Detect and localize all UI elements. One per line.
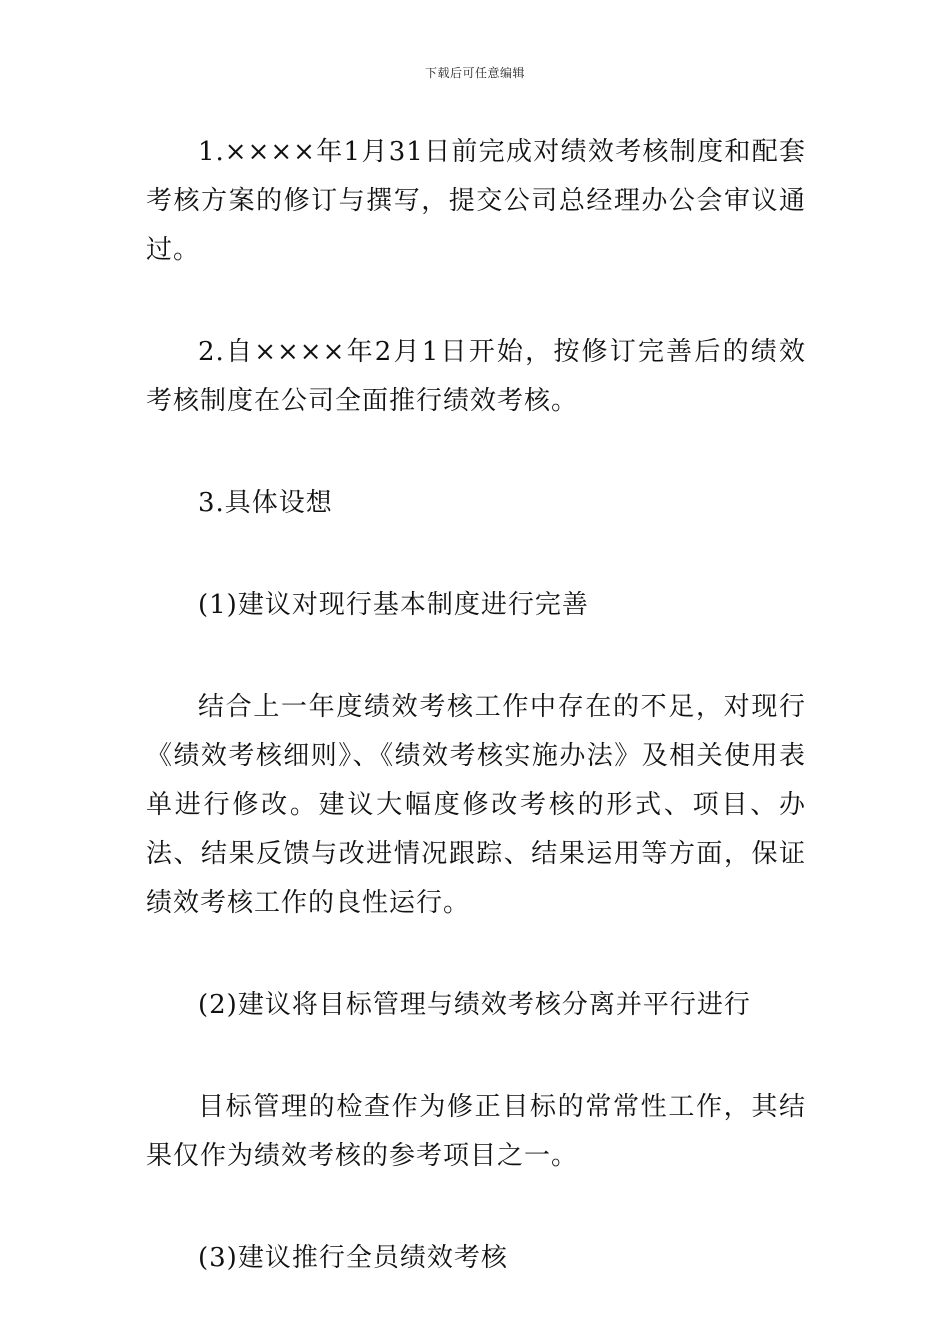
paragraph-4: (1)建议对现行基本制度进行完善 [198,590,589,620]
header-note: 下载后可任意编辑 [424,66,525,80]
paragraph-1: 1.××××年1月31日前完成对绩效考核制度和配套考核方案的修订与撰写，提交公司总经理办公会审议通过。 [146,137,806,265]
paragraph-2: 2.自××××年2月1日开始，按修订完善后的绩效考核制度在公司全面推行绩效考核。 [146,337,806,416]
paragraph-3: 3.具体设想 [198,488,333,518]
paragraph-7: 目标管理的检查作为修正目标的常常性工作，其结果仅作为绩效考核的参考项目之一。 [146,1092,806,1171]
paragraph-5: 结合上一年度绩效考核工作中存在的不足，对现行《绩效考核细则》、《绩效考核实施办法》及相关使用表单进行修改。建议大幅度修改考核的形式、项目、办法、结果反馈与改进情况跟踪、结果运用等方面，保证绩效考核工作的良性运行。 [146,692,806,918]
paragraph-6: (2)建议将目标管理与绩效考核分离并平行进行 [198,990,751,1020]
paragraph-8: (3)建议推行全员绩效考核 [198,1243,508,1273]
document-body [146,128,806,1283]
